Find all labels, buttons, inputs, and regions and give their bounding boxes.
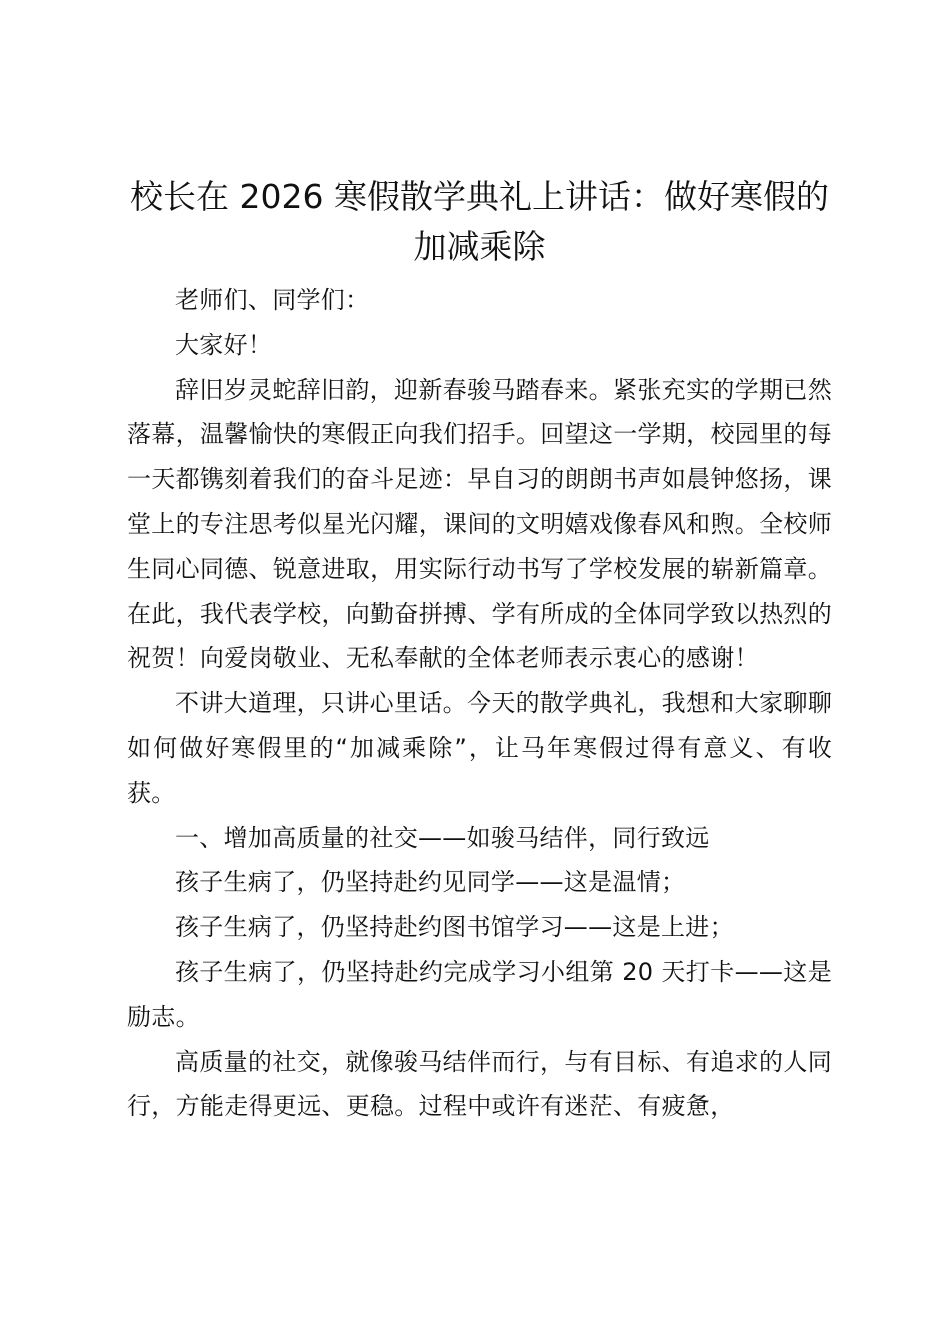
paragraph-salutation: 老师们、同学们：: [175, 286, 370, 314]
section-heading-1: 一、增加高质量的社交——如骏马结伴，同行致远: [175, 823, 710, 852]
document-body: [127, 278, 832, 1129]
paragraph-greeting: 大家好！: [175, 330, 273, 359]
paragraph-example-3: 孩子生病了，仍坚持赴约完成学习小组第 20 天打卡——这是励志。: [127, 957, 832, 1031]
document-title: 校长在 2026 寒假散学典礼上讲话：做好寒假的加减乘除: [130, 177, 829, 266]
paragraph-intro: 辞旧岁灵蛇辞旧韵，迎新春骏马踏春来。紧张充实的学期已然落幕，温馨愉快的寒假正向我们招手。回望这一学期，校园里的每一天都镌刻着我们的奋斗足迹：早自习的朗朗书声如晨钟悠扬，课堂上的专注思考似星光闪耀，课间的文明嬉戏像春风和煦。全校师生同心同德、锐意进取，用实际行动书写了学校发展的崭新篇章。在此，我代表学校，向勤奋拼搏、学有所成的全体同学致以热烈的祝贺！向爱岗敬业、无私奉献的全体老师表示衷心的感谢！: [127, 375, 832, 673]
paragraph-theme: 不讲大道理，只讲心里话。今天的散学典礼，我想和大家聊聊如何做好寒假里的“加减乘除”，让马年寒假过得有意义、有收获。: [127, 689, 832, 807]
paragraph-social: 高质量的社交，就像骏马结伴而行，与有目标、有追求的人同行，方能走得更远、更稳。过程中或许有迷茫、有疲惫，: [127, 1047, 832, 1121]
paragraph-example-2: 孩子生病了，仍坚持赴约图书馆学习——这是上进；: [175, 913, 734, 942]
paragraph-example-1: 孩子生病了，仍坚持赴约见同学——这是温情；: [175, 868, 686, 897]
